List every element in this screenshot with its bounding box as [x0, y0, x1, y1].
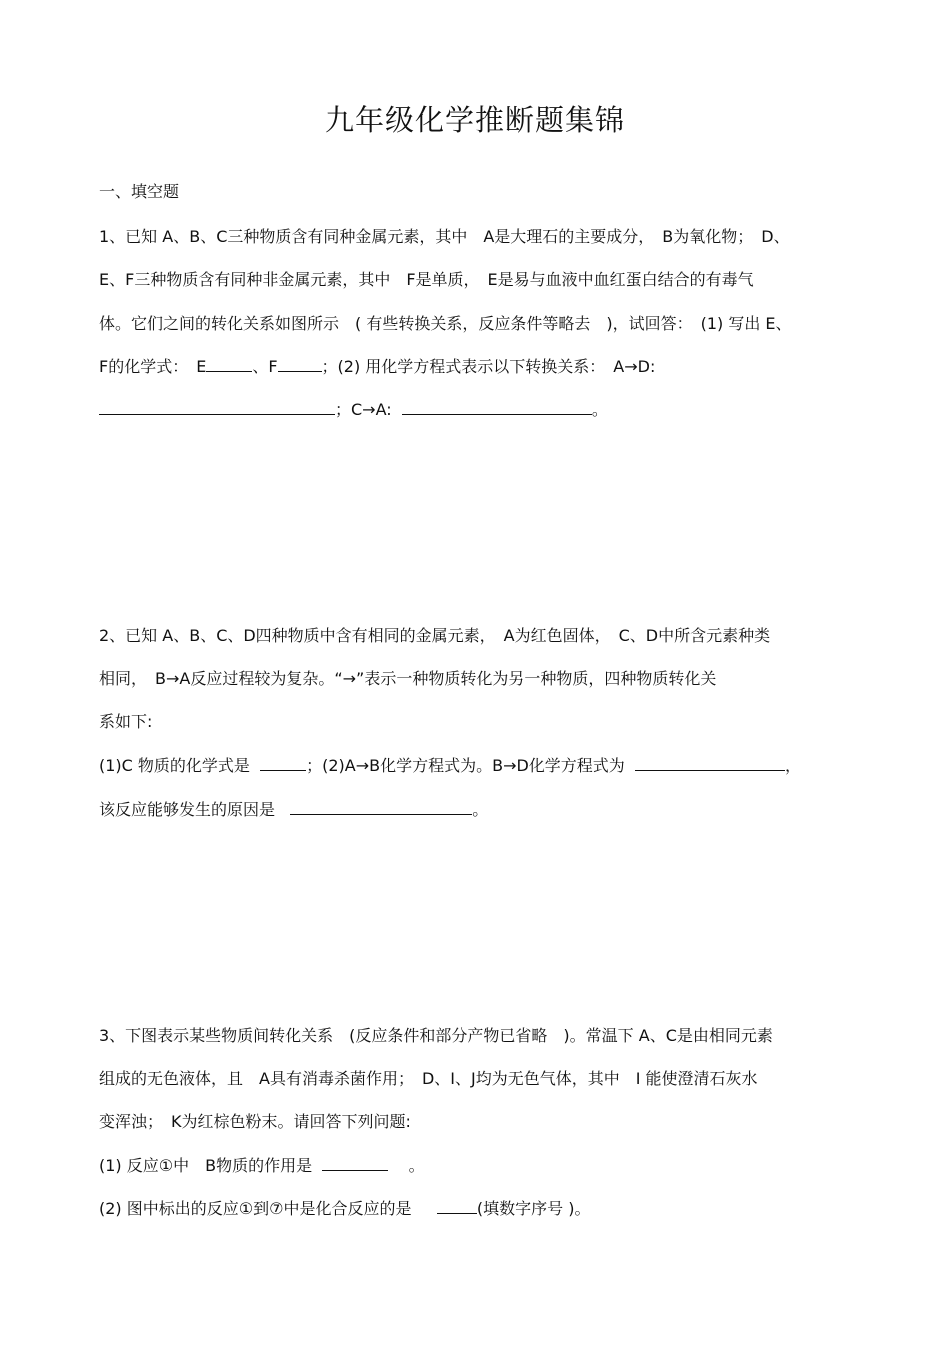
q2-line-5-text-b: 。	[472, 800, 489, 819]
q2-blank-reason[interactable]	[290, 798, 472, 815]
q2-blank-c-formula[interactable]	[260, 754, 306, 771]
q1-blank-a-to-d[interactable]	[99, 398, 335, 415]
q1-line-4-text-a: F的化学式： E	[99, 357, 207, 376]
q1-line-4-text-c: ；(2) 用化学方程式表示以下转换关系： A→D:	[321, 357, 656, 376]
q3-line-5	[99, 1197, 858, 1221]
q1-blank-c-to-a[interactable]	[402, 398, 592, 415]
q1-line-5	[99, 398, 858, 422]
q3-blank-combination[interactable]	[437, 1197, 477, 1214]
q1-line-4	[99, 355, 858, 379]
q1-line-4-text-b: 、F	[252, 357, 278, 376]
q3-line-3: 变浑浊； K为红棕色粉末。请回答下列问题:	[99, 1112, 411, 1131]
q2-line-5	[99, 798, 858, 822]
q1-line-5-text-b: 。	[591, 400, 608, 419]
q1-line-5-text-a: ；C→A:	[335, 400, 392, 419]
q2-line-4-text-c: ，	[784, 756, 801, 775]
q3-blank-b-role[interactable]	[322, 1154, 388, 1171]
q3-line-4-text-b: 。	[408, 1156, 425, 1175]
q3-line-5-text-b: (填数字序号 )。	[476, 1199, 591, 1218]
q3-line-5-text-a: (2) 图中标出的反应①到⑦中是化合反应的是	[99, 1199, 412, 1218]
q1-line-2: E、F三种物质含有同种非金属元素，其中 F是单质， E是易与血液中血红蛋白结合的有毒气	[99, 270, 754, 289]
q2-line-5-text-a: 该反应能够发生的原因是	[99, 800, 276, 819]
q2-line-2: 相同， B→A反应过程较为复杂。“→”表示一种物质转化为另一种物质，四种物质转化关	[99, 669, 717, 688]
q1-line-1: 1、已知 A、B、C三种物质含有同种金属元素，其中 A是大理石的主要成分， B为氧化物； D、	[99, 227, 790, 246]
q3-line-2: 组成的无色液体，且 A具有消毒杀菌作用； D、I、J均为无色气体，其中 I 能使澄清石灰水	[99, 1069, 758, 1088]
q2-line-4-text-b: ；(2)A→B化学方程式为。B→D化学方程式为	[306, 756, 625, 775]
q1-line-3: 体。它们之间的转化关系如图所示 ( 有些转换关系，反应条件等略去 )，试回答： (1) 写出 E、	[99, 314, 792, 333]
document-title: 九年级化学推断题集锦	[324, 103, 625, 137]
q2-line-3: 系如下:	[99, 712, 153, 731]
q3-line-1: 3、下图表示某些物质间转化关系 (反应条件和部分产物已省略 )。常温下 A、C是由相同元素	[99, 1026, 773, 1045]
q3-line-4-text-a: (1) 反应①中 B物质的作用是	[99, 1156, 313, 1175]
q2-line-1: 2、已知 A、B、C、D四种物质中含有相同的金属元素， A为红色固体， C、D中所含元素种类	[99, 626, 771, 645]
q3-line-4	[99, 1154, 858, 1178]
q2-line-4	[99, 754, 858, 778]
section-heading: 一、填空题	[99, 182, 180, 201]
q1-blank-f[interactable]	[278, 355, 322, 372]
q2-blank-b-to-d[interactable]	[635, 754, 785, 771]
q2-line-4-text-a: (1)C 物质的化学式是	[99, 756, 250, 775]
q1-blank-e[interactable]	[206, 355, 252, 372]
